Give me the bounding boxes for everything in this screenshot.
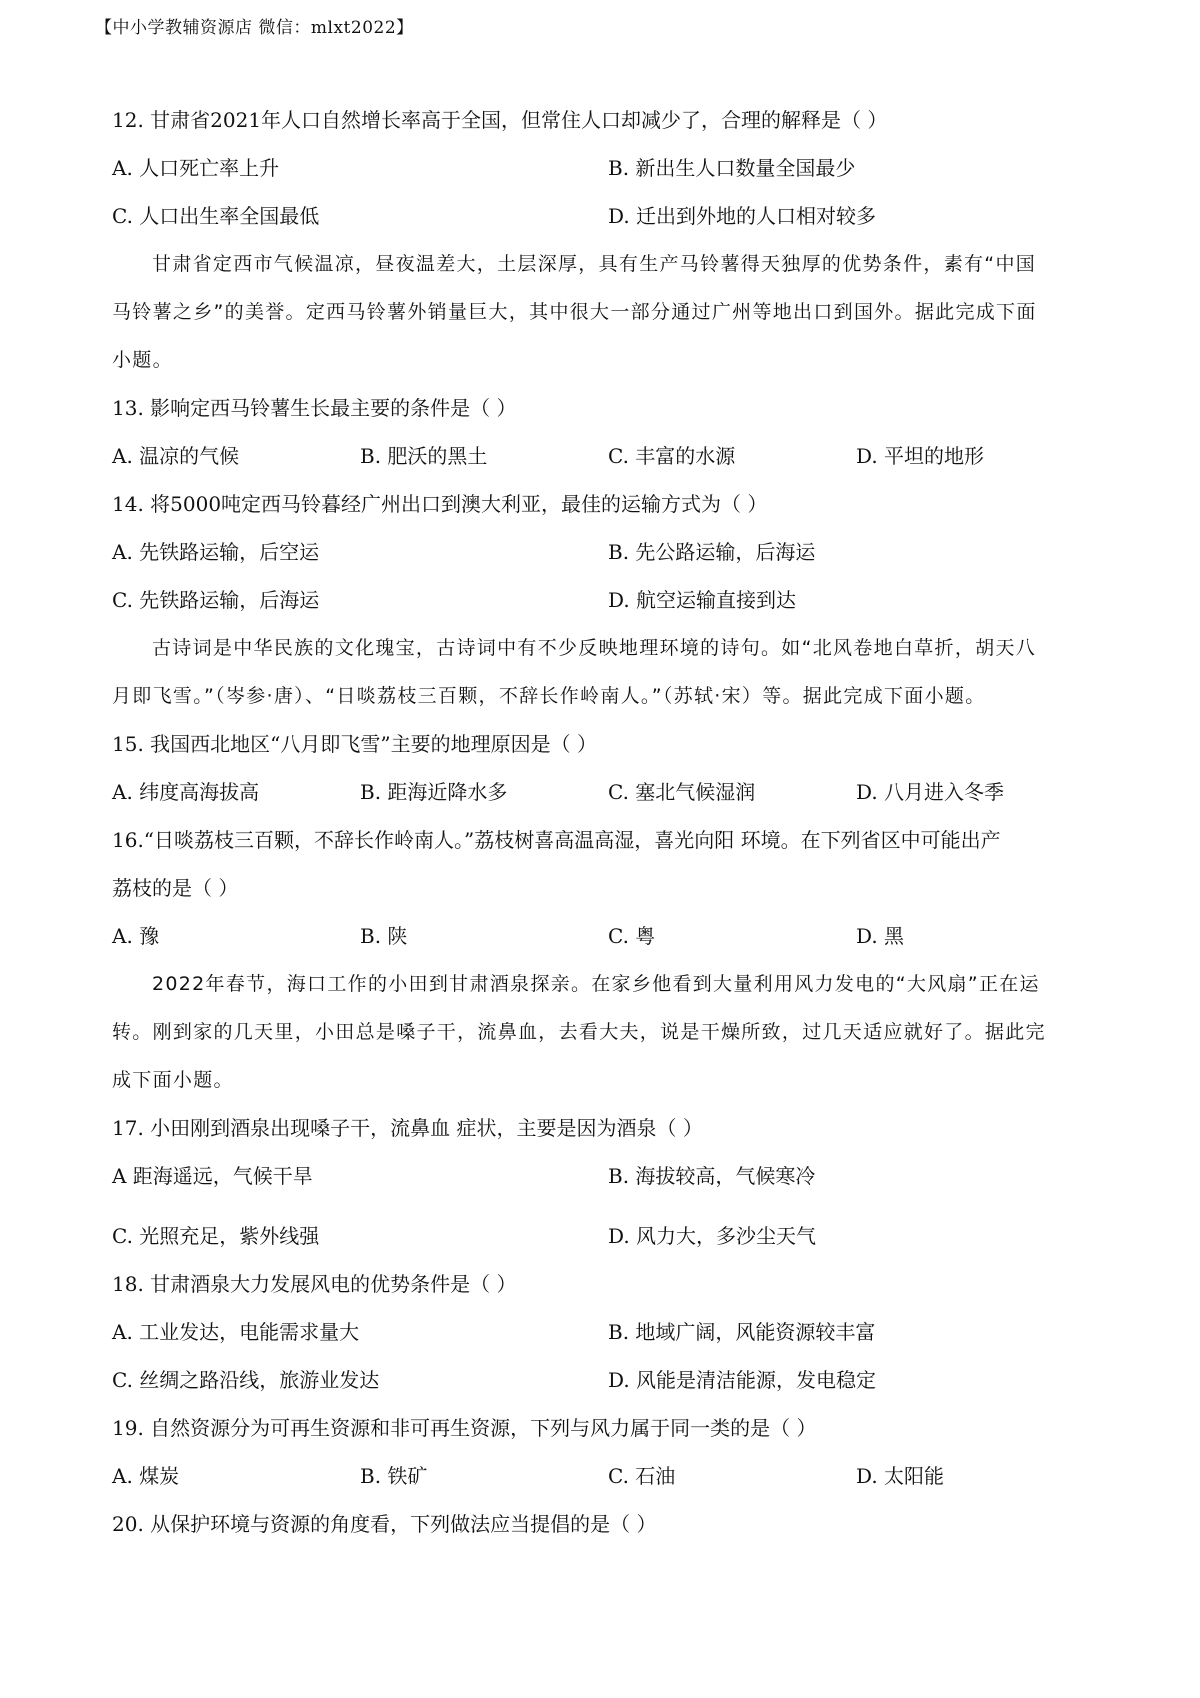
question-19-options-row: [112, 1452, 1102, 1500]
question-15-options-row: [112, 768, 1102, 816]
question-15-stem: 15. 我国西北地区“八月即飞雪”主要的地理原因是（ ）: [112, 732, 597, 756]
question-18-options-row-2: [112, 1356, 1102, 1404]
passage-3-line-3: 成下面小题。: [112, 1069, 234, 1091]
question-14-option-c: C. 先铁路运输，后海运: [112, 588, 320, 612]
question-17-options-row-2: [112, 1212, 1102, 1260]
question-16-option-b: B. 陕: [360, 924, 408, 948]
question-18-options-row-1: [112, 1308, 1102, 1356]
question-12-options-row-1: [112, 144, 1102, 192]
passage-1-line-1: 甘肃省定西市气候温凉，昼夜温差大，土层深厚，具有生产马铃薯得天独厚的优势条件，素有“中国: [152, 253, 1037, 275]
question-12-stem: 12. 甘肃省2021年人口自然增长率高于全国，但常住人口却减少了，合理的解释是（ ）: [112, 108, 888, 132]
question-16-option-a: A. 豫: [112, 924, 160, 948]
question-12-option-a: A. 人口死亡率上升: [112, 156, 280, 180]
question-16-option-c: C. 粤: [608, 924, 656, 948]
passage-2-line-2: 月即飞雪。”（岑参·唐）、“日啖荔枝三百颗，不辞长作岭南人。”（苏轼·宋）等。据此完成下面小题。: [112, 685, 986, 707]
question-16-options-row: [112, 912, 1102, 960]
question-15-option-d: D. 八月进入冬季: [856, 780, 1005, 804]
question-15-option-a: A. 纬度高海拔高: [112, 780, 260, 804]
question-12-options-row-2: [112, 192, 1102, 240]
question-14-option-b: B. 先公路运输，后海运: [608, 540, 816, 564]
question-18-option-c: C. 丝绸之路沿线，旅游业发达: [112, 1368, 380, 1392]
question-15-option-b: B. 距海近降水多: [360, 780, 508, 804]
passage-1: [112, 240, 1102, 384]
question-19-option-a: A. 煤炭: [112, 1464, 180, 1488]
question-17-option-b: B. 海拔较高，气候寒冷: [608, 1164, 816, 1188]
question-19-option-b: B. 铁矿: [360, 1464, 428, 1488]
question-12-option-b: B. 新出生人口数量全国最少: [608, 156, 856, 180]
question-13-options-row: [112, 432, 1102, 480]
exam-content: [112, 96, 1102, 1548]
passage-2: [112, 624, 1102, 720]
question-13-option-c: C. 丰富的水源: [608, 444, 736, 468]
passage-3-line-2: 转。刚到家的几天里，小田总是嗓子干，流鼻血，去看大夫，说是干燥所致，过几天适应就好了。据此完: [112, 1021, 1046, 1043]
question-17-stem: 17. 小田刚到酒泉出现嗓子干，流鼻血 症状，主要是因为酒泉（ ）: [112, 1116, 703, 1140]
question-13-option-b: B. 肥沃的黑土: [360, 444, 488, 468]
question-14-options-row-2: [112, 576, 1102, 624]
question-20-stem: 20. 从保护环境与资源的角度看，下列做法应当提倡的是（ ）: [112, 1512, 657, 1536]
question-16-stem-line-1: 16.“日啖荔枝三百颗，不辞长作岭南人。”荔枝树喜高温高湿，喜光向阳 环境。在下列省区中可能出产: [112, 828, 1001, 852]
question-16-stem-line-2: 荔枝的是（ ）: [112, 876, 239, 900]
question-17-option-d: D. 风力大，多沙尘天气: [608, 1224, 817, 1248]
question-14-options-row-1: [112, 528, 1102, 576]
question-17-option-a: A 距海遥远，气候干旱: [112, 1164, 313, 1188]
question-12-option-c: C. 人口出生率全国最低: [112, 204, 320, 228]
question-17-options-row-1: [112, 1152, 1102, 1200]
question-15-option-c: C. 塞北气候湿润: [608, 780, 756, 804]
question-13-option-d: D. 平坦的地形: [856, 444, 985, 468]
question-14-option-a: A. 先铁路运输，后空运: [112, 540, 320, 564]
passage-3: [112, 960, 1102, 1104]
passage-2-line-1: 古诗词是中华民族的文化瑰宝，古诗词中有不少反映地理环境的诗句。如“北风卷地白草折，胡天八: [152, 637, 1037, 659]
passage-3-line-1: 2022年春节，海口工作的小田到甘肃酒泉探亲。在家乡他看到大量利用风力发电的“大风扇”正在运: [152, 973, 1040, 995]
question-18-option-d: D. 风能是清洁能源，发电稳定: [608, 1368, 877, 1392]
question-19-stem: 19. 自然资源分为可再生资源和非可再生资源，下列与风力属于同一类的是（ ）: [112, 1416, 817, 1440]
question-12-option-d: D. 迁出到外地的人口相对较多: [608, 204, 877, 228]
question-13-option-a: A. 温凉的气候: [112, 444, 240, 468]
question-14-stem: 14. 将5000吨定西马铃暮经广州出口到澳大利亚，最佳的运输方式为（ ）: [112, 492, 768, 516]
question-19-option-d: D. 太阳能: [856, 1464, 945, 1488]
question-16-option-d: D. 黑: [856, 924, 905, 948]
passage-1-line-2: 马铃薯之乡”的美誉。定西马铃薯外销量巨大，其中很大一部分通过广州等地出口到国外。据此完成下面: [112, 301, 1037, 323]
question-18-stem: 18. 甘肃酒泉大力发展风电的优势条件是（ ）: [112, 1272, 517, 1296]
question-18-option-a: A. 工业发达，电能需求量大: [112, 1320, 360, 1344]
question-13-stem: 13. 影响定西马铃薯生长最主要的条件是（ ）: [112, 396, 517, 420]
question-14-option-d: D. 航空运输直接到达: [608, 588, 797, 612]
passage-1-line-3: 小题。: [112, 349, 173, 371]
question-17-option-c: C. 光照充足，紫外线强: [112, 1224, 320, 1248]
question-18-option-b: B. 地域广阔，风能资源较丰富: [608, 1320, 876, 1344]
page-header: 【中小学教辅资源店 微信：mlxt2022】: [95, 18, 414, 38]
question-19-option-c: C. 石油: [608, 1464, 676, 1488]
